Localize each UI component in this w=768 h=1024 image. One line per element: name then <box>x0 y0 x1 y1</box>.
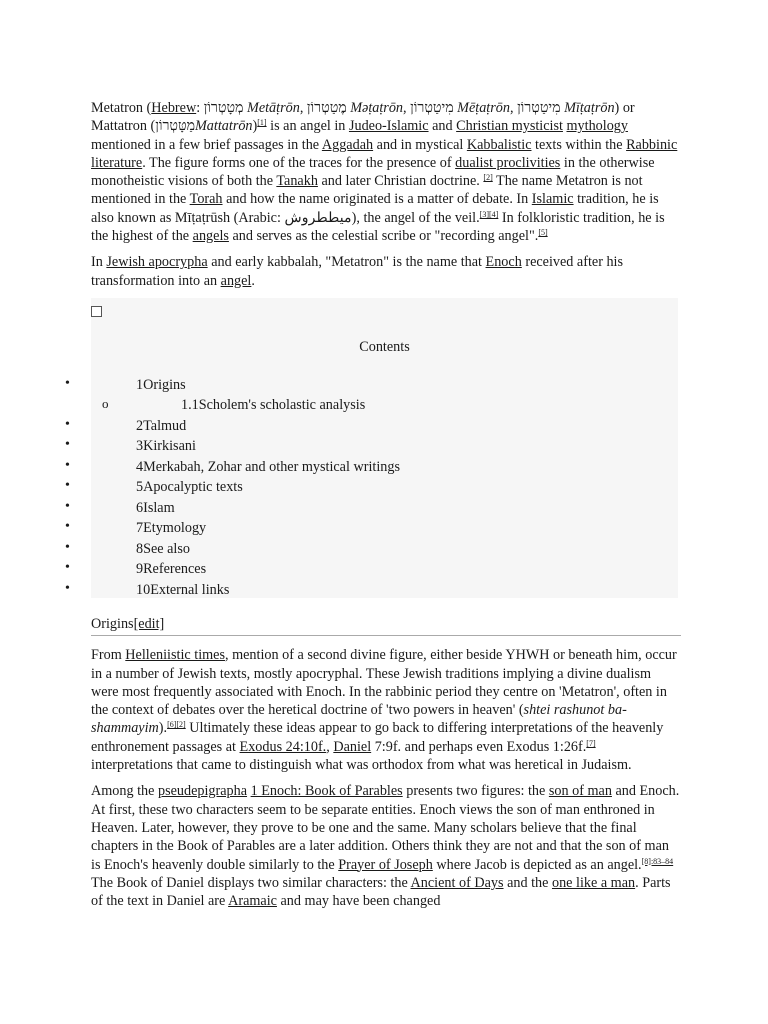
toc-item-label[interactable]: 7Etymology <box>136 520 207 537</box>
text-run: In <box>91 254 107 271</box>
toc-toggle-checkbox[interactable] <box>91 306 102 317</box>
text-run: Metatron ( <box>91 100 152 116</box>
hebrew-text: מַטָּטְרוֹן <box>155 118 195 135</box>
toc-item-label[interactable]: 9References <box>136 561 207 578</box>
bullet-icon: • <box>65 498 70 514</box>
toc-item-label[interactable]: 2Talmud <box>136 417 187 434</box>
text-run: interpretations that came to distinguish what was orthodox from what was heretical in Judaism. <box>91 757 632 774</box>
transliteration: Məṭaṭrōn <box>350 100 404 116</box>
transliteration: Mattatrōn <box>194 118 253 135</box>
text-run: 7:9f. and perhaps even Exodus 1:26f. <box>371 738 587 755</box>
link-enoch[interactable]: Enoch <box>485 254 522 271</box>
bullet-icon: • <box>65 519 70 535</box>
text-run: in the otherwise monotheistic visions of both the <box>91 154 655 190</box>
text-run: mentioned in a few brief passages in the <box>91 136 322 153</box>
bullet-icon: • <box>65 580 70 596</box>
intro-paragraph-2 <box>91 253 681 290</box>
toc-title: Contents <box>359 338 410 355</box>
text-run: and may have been changed <box>276 893 441 910</box>
text-run: , mention of a second divine figure, either beside YHWH or beneath him, occur in a number of Jewish texts, mostly apocryphal. These Jewish traditions implying a divine dualism were most frequently associated with Enoch. In the rabbinic period they centre on 'Metatron', often in the context of debates over the heretical doctrine of 'two powers in heaven' ( <box>91 647 677 719</box>
link-judeo-islamic[interactable]: Judeo-Islamic <box>348 118 429 135</box>
hebrew-text: מִיטַטְרוֹן <box>517 100 561 116</box>
text-run: From <box>91 647 126 664</box>
transliteration: Mēṭaṭrōn <box>457 100 510 116</box>
edit-link[interactable]: [edit] <box>133 615 165 632</box>
bullet-icon: • <box>65 478 70 494</box>
bullet-icon: • <box>65 457 70 473</box>
bullet-icon: • <box>65 560 70 576</box>
text-run: ). <box>158 720 168 737</box>
text-run: texts within the <box>531 136 627 153</box>
intro-paragraph-1: Metatron (Hebrew: מְטָטְרוֹן Metāṭrōn, מֶטַטְרוֹן Məṭaṭrōn, מִיטַטְרוֹן Mēṭaṭrōn, מִיטַטְרוֹן Mīṭaṭrōn) or Mattatron (מַטָּטְרוֹןMattatrōn)[1] is an angel in Judeo-Islamic and Christian mysticist mythology mentioned in a few brief passages in the Aggadah and in mystical Kabbalistic texts within the Rabbinic literature. The figure forms one of the traces for the presence of dualist proclivities in the otherwise monotheistic visions of both the Tanakh and later Christian doctrine. [2] The name Metatron is not mentioned in the Torah and how the name originated is a matter of debate. In Islamic tradition, he is also known as Mīṭaṭrūsh (Arabic: ميططروش), the angel of the veil.[3][4] In folkloristic tradition, he is the highest of the angels and serves as the celestial scribe or "recording angel".[5] <box>91 100 678 245</box>
hebrew-text: מִיטַטְרוֹן <box>410 100 454 116</box>
text-run: In folkloristic tradition, he is the highest of the <box>91 209 665 245</box>
hebrew-text: מֶטַטְרוֹן <box>306 100 347 116</box>
link-angel[interactable]: angel <box>220 272 252 289</box>
citation-2[interactable]: [2] <box>483 173 493 183</box>
link-prayer-of-joseph[interactable]: Prayer of Joseph <box>338 856 433 873</box>
link-hebrew[interactable]: Hebrew <box>151 100 197 116</box>
text-run: and <box>428 118 457 135</box>
sub-bullet-icon: o <box>102 396 109 412</box>
text-run: . The figure forms one of the traces for the presence of <box>142 154 456 171</box>
text-run: received after his transformation into an <box>91 254 624 289</box>
citation-8[interactable]: [8]:83–84 <box>641 856 674 866</box>
transliteration: Mīṭaṭrōn <box>564 100 615 116</box>
link-islamic[interactable]: Islamic <box>531 191 574 208</box>
toc-item-label[interactable]: 1.1Scholem's scholastic analysis <box>181 397 366 414</box>
text-run: is an angel in <box>266 118 349 135</box>
text-run: The Book of Daniel displays two similar characters: the <box>91 874 411 891</box>
text-run: , <box>326 738 334 755</box>
toc-item-label[interactable]: 10External links <box>136 581 230 598</box>
citation-1[interactable]: [1] <box>257 118 267 128</box>
citation-6-2[interactable]: [6][2] <box>167 720 186 730</box>
text-run: and the <box>503 874 552 891</box>
link-jewish-apocrypha[interactable]: Jewish apocrypha <box>106 254 208 271</box>
text-run: The name Metatron is not mentioned in the <box>91 173 643 208</box>
text-run: and in mystical <box>373 136 467 153</box>
hebrew-text: מְטָטְרוֹן <box>203 100 244 116</box>
link-mythology[interactable]: mythology <box>566 118 628 135</box>
text-run: and how the name originated is a matter of debate. In <box>222 191 532 208</box>
text-run: . <box>251 272 255 289</box>
link-dualist-proclivities[interactable]: dualist proclivities <box>455 154 561 171</box>
bullet-icon: • <box>65 416 70 432</box>
table-of-contents <box>65 298 678 598</box>
citation-7[interactable]: [7] <box>586 738 596 748</box>
italic-term: shtei rashunot ba-shammayim <box>91 702 627 737</box>
toc-item-label[interactable]: 5Apocalyptic texts <box>136 479 243 496</box>
link-1-enoch[interactable]: 1 Enoch: Book of Parables <box>250 783 403 800</box>
text-run: and later Christian doctrine. <box>317 173 484 190</box>
link-daniel[interactable]: Daniel <box>333 738 372 755</box>
transliteration: Metāṭrōn <box>247 100 300 116</box>
text-run: and serves as the celestial scribe or "recording angel". <box>228 228 539 245</box>
link-pseudepigrapha[interactable]: pseudepigrapha <box>158 783 248 800</box>
text-run: where Jacob is depicted as an angel. <box>432 856 642 873</box>
text-run: Among the <box>91 783 158 800</box>
text-run: . Parts of the text in Daniel are <box>91 874 671 910</box>
origins-paragraph-2 <box>91 782 681 910</box>
article-body <box>65 99 681 910</box>
link-ancient-of-days[interactable]: Ancient of Days <box>410 874 504 891</box>
text-run: Ultimately these ideas appear to go back to differing interpretations of the heavenly enthronement passages at <box>91 720 664 755</box>
link-son-of-man[interactable]: son of man <box>548 783 612 800</box>
link-torah[interactable]: Torah <box>189 191 223 208</box>
link-tanakh[interactable]: Tanakh <box>276 173 318 190</box>
link-aggadah[interactable]: Aggadah <box>321 136 374 153</box>
link-christian-mysticist[interactable]: Christian mysticist <box>456 118 563 135</box>
text-run: and Enoch. At first, these two characters seem to be separate entities. Enoch views the son of man enthroned in Heaven. Later, however, they prove to be one and the same. Many scholars believe that the final chapters in the Book of Parables are a later addition. Others think they are not and that the son of man is Enoch's heavenly double similarly to the <box>91 783 680 873</box>
toc-item-label[interactable]: 3Kirkisani <box>136 438 196 455</box>
toc-item-label[interactable]: 1Origins <box>136 376 186 393</box>
link-hellenistic-times[interactable]: Helleniistic times <box>125 647 225 664</box>
link-one-like-a-man[interactable]: one like a man <box>551 874 636 891</box>
toc-item-label[interactable]: 8See also <box>136 540 190 557</box>
link-exodus[interactable]: Exodus 24:10f. <box>239 738 327 755</box>
link-rabbinic-literature[interactable]: Rabbinic literature <box>91 136 678 171</box>
section-heading-origins <box>91 615 681 636</box>
citation-3-4[interactable]: [3][4] <box>479 209 499 219</box>
text-run: tradition, he is also known as Mīṭaṭrūsh (Arabic: ميططروش), the angel of the veil. <box>91 191 659 226</box>
toc-item-label[interactable]: 4Merkabah, Zohar and other mystical writings <box>136 458 400 475</box>
link-angels[interactable]: angels <box>192 228 229 245</box>
text-run: and early kabbalah, "Metatron" is the name that <box>207 254 486 271</box>
bullet-icon: • <box>65 437 70 453</box>
citation-5[interactable]: [5] <box>538 228 548 238</box>
bullet-icon: • <box>65 539 70 555</box>
link-kabbalistic[interactable]: Kabbalistic <box>466 136 532 153</box>
text-run: presents two figures: the <box>402 783 549 800</box>
origins-paragraph-1 <box>91 646 681 774</box>
text-run: or Mattatron ( <box>91 100 635 135</box>
toc-item-label[interactable]: 6Islam <box>136 499 175 516</box>
section-title: Origins <box>91 615 134 632</box>
link-aramaic[interactable]: Aramaic <box>228 893 277 910</box>
bullet-icon: • <box>65 375 70 391</box>
text-run: : <box>196 100 204 116</box>
